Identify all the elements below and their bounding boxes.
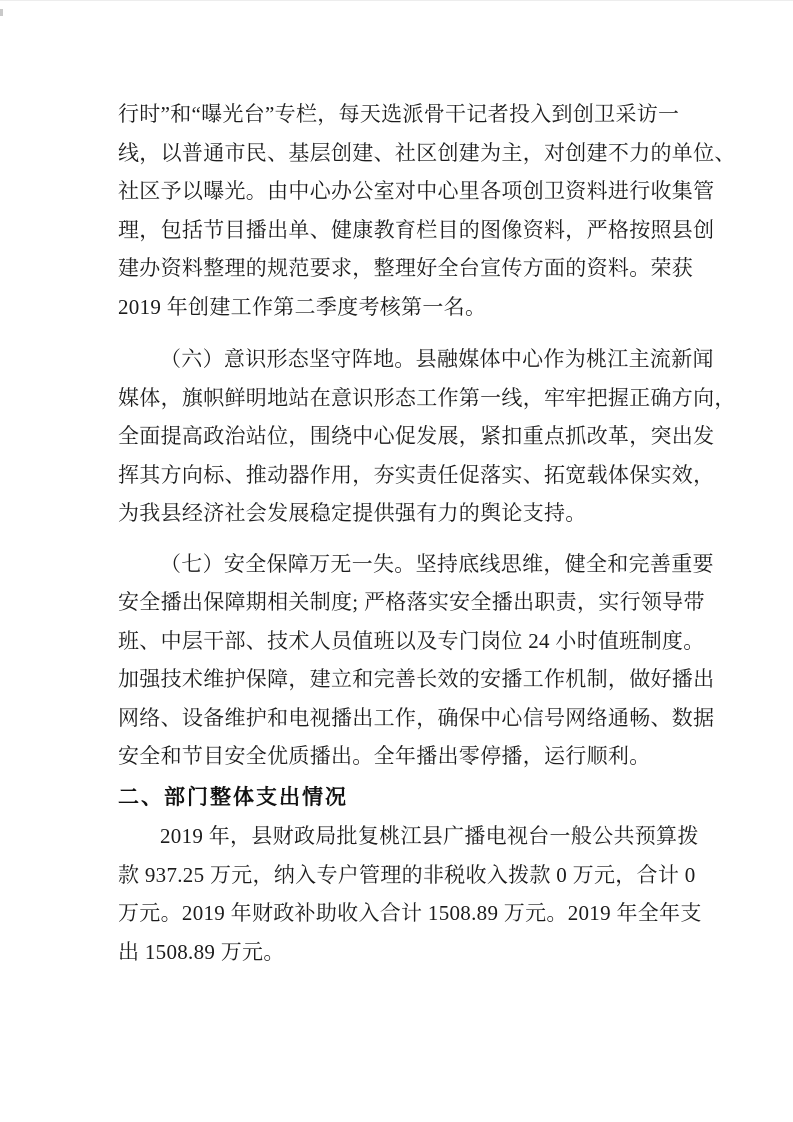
paragraph-item-seven — [118, 545, 715, 776]
paragraph-budget — [118, 817, 702, 971]
text-line: 理，包括节目播出单、健康教育栏目的图像资料，严格按照县创 — [118, 217, 715, 242]
paragraph-item-six — [118, 340, 736, 533]
text-line: 线，以普通市民、基层创建、社区创建为主，对创建不力的单位、 — [118, 140, 736, 165]
text-line: 安全播出保障期相关制度; 严格落实安全播出职责，实行领导带 — [118, 590, 705, 614]
text-line: 全面提高政治站位，围绕中心促发展，紧扣重点抓改革，突出发 — [118, 424, 715, 448]
document-content — [118, 95, 736, 971]
text-line: 款 937.25 万元，纳入专户管理的非税收入拨款 0 万元，合计 0 — [118, 862, 696, 887]
page-top-edge — [0, 0, 793, 1]
text-line: （七）安全保障万无一失。坚持底线思维，健全和完善重要 — [160, 551, 714, 576]
text-line: 安全和节目安全优质播出。全年播出零停播，运行顺利。 — [118, 744, 651, 768]
text-line: 挥其方向标、推动器作用，夯实责任促落实、拓宽载体保实效， — [118, 462, 715, 487]
text-line: 2019 年，县财政局批复桃江县广播电视台一般公共预算拨 — [160, 824, 699, 848]
text-line: 社区予以曝光。由中心办公室对中心里各项创卫资料进行收集管 — [118, 179, 715, 203]
text-line: 万元。2019 年财政补助收入合计 1508.89 万元。2019 年全年支 — [118, 901, 702, 925]
text-line: 媒体，旗帜鲜明地站在意识形态工作第一线，牢牢把握正确方向， — [118, 385, 736, 410]
text-line: 建办资料整理的规范要求，整理好全台宣传方面的资料。荣获 — [118, 256, 694, 280]
section-heading: 二、部门整体支出情况 — [118, 785, 348, 809]
text-line: 网络、设备维护和电视播出工作，确保中心信号网络通畅、数据 — [118, 705, 715, 730]
text-line: 为我县经济社会发展稳定提供强有力的舆论支持。 — [118, 501, 587, 525]
text-line: 行时”和“曝光台”专栏，每天选派骨干记者投入到创卫采访一 — [118, 102, 680, 126]
text-line: （六）意识形态坚守阵地。县融媒体中心作为桃江主流新闻 — [160, 347, 714, 371]
text-line: 2019 年创建工作第二季度考核第一名。 — [118, 294, 487, 319]
text-line: 出 1508.89 万元。 — [118, 939, 285, 964]
paragraph-continuation — [118, 95, 736, 326]
text-line: 班、中层干部、技术人员值班以及专门岗位 24 小时值班制度。 — [118, 628, 705, 653]
scan-artifact — [0, 9, 3, 16]
text-line: 加强技术维护保障，建立和完善长效的安播工作机制，做好播出 — [118, 667, 715, 691]
